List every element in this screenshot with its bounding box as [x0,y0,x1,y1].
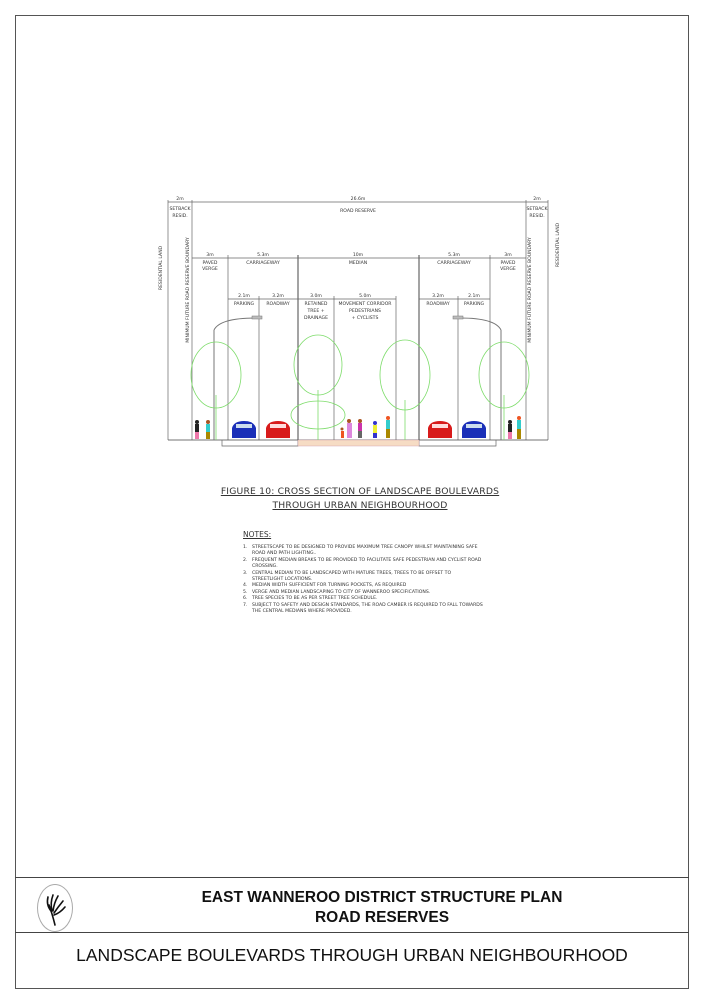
city-logo-icon [37,884,73,932]
person-icon [386,416,390,438]
svg-text:PEDESTRIANS: PEDESTRIANS [349,309,381,314]
car-icon [232,421,256,438]
svg-text:5.3m: 5.3m [257,253,269,258]
svg-text:CARRIAGEWAY: CARRIAGEWAY [437,261,471,266]
note-item: 7. SUBJECT TO SAFETY AND DESIGN STANDARDS, THE ROAD CAMBER IS REQUIRED TO FALL TOWARDS THE CENTRAL MEDIANS WHERE PROVIDED. [243,602,483,615]
notes-title: NOTES: [243,530,272,539]
tree-icon [291,335,345,440]
car-icon [462,421,486,438]
setback-resid-right: RESID. [529,214,545,219]
residential-land-left: RESIDENTIAL LAND [159,245,164,291]
notes-list [243,545,483,615]
dim-setback-left: 2m [176,197,184,202]
figure-caption-line-1: FIGURE 10: CROSS SECTION OF LANDSCAPE BOULEVARDS [220,486,500,497]
tree-icon [479,342,529,440]
svg-text:3.0m: 3.0m [310,294,322,299]
person-icon [508,420,512,439]
svg-text:MOVEMENT CORRIDOR: MOVEMENT CORRIDOR [338,302,392,307]
plan-subtitle: ROAD RESERVES [314,909,450,926]
person-icon [358,419,362,438]
title-block-heading [75,888,689,928]
svg-text:2.1m: 2.1m [238,294,250,299]
svg-text:3m: 3m [504,253,512,258]
dim-road-reserve: 26.6m [350,197,366,202]
cross-section-drawing [0,0,705,470]
person-icon [206,420,210,439]
boundary-label-left: MINIMUM FUTURE ROAD RESERVE BOUNDARY [186,237,191,343]
svg-text:PAVED: PAVED [202,261,218,266]
median-path [298,440,419,446]
svg-text:DRAINAGE: DRAINAGE [303,316,329,321]
svg-text:MEDIAN: MEDIAN [348,261,368,266]
person-icon [347,419,352,438]
note-item: 1. STREETSCAPE TO BE DESIGNED TO PROVIDE MAXIMUM TREE CANOPY WHILST MAINTAINING SAFE ROAD AND PATH LIGHTING.. [243,545,478,557]
residential-land-right: RESIDENTIAL LAND [556,222,561,268]
setback-label-right: SETBACK [526,207,548,212]
note-item: 5. VERGE AND MEDIAN LANDSCAPING TO CITY OF WANNEROO SPECIFICATIONS. [243,589,431,595]
plan-title: EAST WANNEROO DISTRICT STRUCTURE PLAN [201,889,563,906]
dim-setback-right: 2m [533,197,541,202]
sheet-title: LANDSCAPE BOULEVARDS THROUGH URBAN NEIGHBOURHOOD [76,945,628,965]
title-block [15,877,689,933]
note-item: 4. MEDIAN WIDTH SUFFICIENT FOR TURNING POCKETS, AS REQUIRED [243,583,407,589]
note-item: 6. TREE SPECIES TO BE AS PER STREET TREE SCHEDULE. [243,596,378,602]
note-item: 3. CENTRAL MEDIAN TO BE LANDSCAPED WITH MATURE TREES, TREES TO BE OFFSET TO STREETLIGHT LOCATIONS. [243,570,452,583]
svg-text:10m: 10m [352,253,364,258]
boundary-label-right: MINIMUM FUTURE ROAD RESERVE BOUNDARY [528,237,533,343]
svg-text:2.1m: 2.1m [468,294,480,299]
svg-text:VERGE: VERGE [202,267,218,272]
svg-text:3.2m: 3.2m [432,294,444,299]
svg-text:RETAINED: RETAINED [304,302,328,307]
person-icon [195,420,199,439]
svg-text:3m: 3m [206,253,214,258]
svg-text:PAVED: PAVED [500,261,516,266]
svg-text:3.2m: 3.2m [272,294,284,299]
svg-text:+ CYCLISTS: + CYCLISTS [351,316,379,321]
svg-text:PARKING: PARKING [233,302,255,307]
svg-text:5.3m: 5.3m [448,253,460,258]
figure-caption-line-2: THROUGH URBAN NEIGHBOURHOOD [272,500,448,511]
setback-label-left: SETBACK [169,207,191,212]
sub-dimensions [234,293,485,321]
car-icon [428,421,452,438]
person-icon [517,416,521,439]
mid-dimensions [202,252,516,272]
setback-resid-left: RESID. [172,214,188,219]
svg-text:5.0m: 5.0m [359,294,371,299]
car-icon [266,421,290,438]
note-item: 2. FREQUENT MEDIAN BREAKS TO BE PROVIDED TO FACILITATE SAFE PEDESTRIAN AND CYCLIST ROAD CROSSING. [243,557,482,570]
svg-text:ROADWAY: ROADWAY [266,302,290,307]
svg-text:CARRIAGEWAY: CARRIAGEWAY [246,261,280,266]
svg-text:VERGE: VERGE [500,267,516,272]
cyclist-icon [373,421,377,438]
person-icon [341,428,345,439]
svg-text:TREE +: TREE + [307,309,325,314]
boundary-lines [168,200,548,446]
svg-text:PARKING: PARKING [463,302,485,307]
road-reserve-label: ROAD RESERVE [340,209,376,214]
svg-text:ROADWAY: ROADWAY [426,302,450,307]
